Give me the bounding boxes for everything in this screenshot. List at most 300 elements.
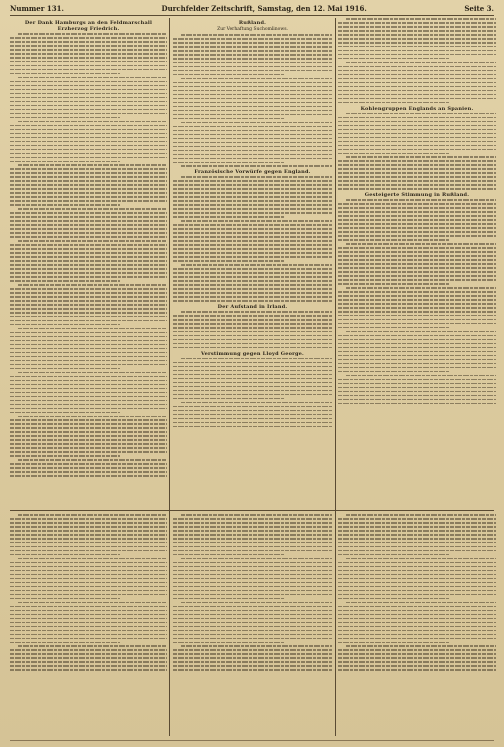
text-line	[10, 570, 167, 572]
feuilleton-column-3	[338, 514, 496, 736]
text-line	[346, 243, 496, 245]
text-line	[173, 618, 332, 620]
text-line	[173, 657, 332, 659]
text-line	[18, 514, 167, 516]
text-line	[173, 347, 332, 349]
text-line	[173, 661, 332, 663]
text-line	[338, 323, 496, 325]
text-line	[181, 558, 332, 560]
text-line	[173, 642, 284, 644]
text-line	[173, 653, 332, 655]
text-line	[338, 215, 496, 217]
text-line	[10, 554, 120, 556]
text-line	[173, 638, 332, 640]
text-line	[10, 53, 167, 55]
text-line	[338, 22, 496, 24]
text-line	[10, 419, 167, 421]
text-line	[10, 260, 167, 262]
text-line	[338, 46, 496, 48]
text-line	[338, 614, 496, 616]
text-line	[10, 93, 167, 95]
text-line	[10, 133, 167, 135]
text-line	[173, 212, 332, 214]
text-line	[10, 534, 167, 536]
text-line	[338, 70, 496, 72]
text-line	[173, 196, 332, 198]
text-line	[10, 518, 167, 520]
text-line	[338, 574, 496, 576]
text-line	[173, 378, 332, 380]
text-line	[173, 82, 332, 84]
text-line	[18, 164, 167, 166]
text-line	[338, 279, 496, 281]
text-line	[10, 232, 167, 234]
text-line	[173, 280, 332, 282]
text-line	[173, 110, 332, 112]
text-line	[10, 236, 167, 238]
text-line	[338, 311, 496, 313]
text-line	[173, 570, 332, 572]
text-line	[173, 598, 284, 600]
text-line	[10, 45, 167, 47]
text-line	[10, 586, 167, 588]
text-line	[173, 288, 332, 290]
text-line	[10, 320, 167, 322]
text-line	[181, 402, 332, 404]
text-line	[338, 291, 496, 293]
text-line	[173, 256, 332, 258]
text-line	[18, 372, 167, 374]
article-body	[338, 18, 496, 103]
feuilleton-separator	[10, 510, 494, 511]
page-number: Seite 3.	[464, 4, 494, 13]
text-line	[173, 669, 332, 671]
text-line	[173, 331, 332, 333]
text-line	[338, 102, 449, 104]
text-line	[10, 538, 167, 540]
text-line	[338, 42, 496, 44]
text-line	[173, 188, 332, 190]
text-line	[338, 610, 496, 612]
text-line	[338, 219, 496, 221]
text-line	[173, 394, 332, 396]
text-line	[10, 618, 167, 620]
article-title: Kohlengruppen Englands an Spanien.	[360, 105, 474, 112]
text-line	[173, 268, 332, 270]
text-line	[173, 362, 332, 364]
text-line	[173, 232, 332, 234]
text-line	[10, 73, 120, 75]
text-line	[10, 129, 167, 131]
text-line	[338, 211, 496, 213]
text-line	[173, 630, 332, 632]
text-line	[346, 156, 496, 158]
text-line	[18, 558, 167, 560]
text-line	[338, 98, 496, 100]
text-line	[338, 231, 496, 233]
text-line	[338, 283, 449, 285]
text-line	[338, 669, 496, 671]
text-line	[173, 546, 332, 548]
text-line	[10, 546, 167, 548]
text-line	[338, 203, 496, 205]
text-line	[173, 626, 332, 628]
text-line	[173, 248, 332, 250]
text-line	[10, 168, 167, 170]
text-line	[338, 391, 496, 393]
text-line	[10, 574, 167, 576]
text-line	[10, 188, 167, 190]
text-line	[338, 180, 496, 182]
text-line	[338, 235, 496, 237]
text-line	[346, 331, 496, 333]
text-line	[338, 188, 496, 190]
text-line	[173, 98, 332, 100]
text-line	[10, 200, 167, 202]
text-line	[173, 370, 332, 372]
text-line	[346, 199, 496, 201]
text-line	[338, 38, 496, 40]
text-line	[346, 558, 496, 560]
text-line	[173, 562, 332, 564]
article-title: Französische Vorwürfe gegen England.	[194, 169, 311, 176]
text-line	[338, 359, 496, 361]
text-line	[173, 634, 332, 636]
text-line	[346, 602, 496, 604]
text-line	[173, 284, 332, 286]
article-body	[173, 34, 332, 167]
text-line	[10, 423, 167, 425]
text-line	[338, 399, 496, 401]
text-line	[338, 239, 449, 241]
text-line	[346, 287, 496, 289]
article-title: Rußland.	[238, 20, 267, 26]
text-line	[173, 184, 332, 186]
text-line	[10, 336, 167, 338]
text-line	[10, 348, 167, 350]
text-line	[338, 319, 496, 321]
text-line	[173, 142, 332, 144]
text-line	[338, 630, 496, 632]
text-line	[338, 618, 496, 620]
text-line	[173, 610, 332, 612]
text-line	[338, 223, 496, 225]
text-line	[10, 526, 167, 528]
text-line	[10, 324, 120, 326]
text-line	[173, 614, 332, 616]
text-line	[10, 380, 167, 382]
text-line	[173, 66, 332, 68]
text-line	[10, 626, 167, 628]
text-line	[338, 626, 496, 628]
text-line	[10, 376, 167, 378]
text-line	[346, 645, 496, 647]
article-title: Der Dank Hamburgs an den Feldmarschall Erzherzog Friedrich.	[24, 20, 153, 32]
text-line	[10, 522, 167, 524]
text-line	[173, 260, 284, 262]
page-header	[10, 2, 494, 16]
text-line	[173, 180, 332, 182]
text-line	[338, 74, 496, 76]
text-line	[346, 375, 496, 377]
text-line	[18, 284, 167, 286]
text-line	[173, 62, 332, 64]
text-line	[18, 208, 167, 210]
text-line	[338, 339, 496, 341]
text-line	[338, 379, 496, 381]
text-line	[173, 102, 332, 104]
text-line	[18, 645, 167, 647]
text-line	[10, 101, 167, 103]
text-line	[338, 566, 496, 568]
text-line	[338, 149, 496, 151]
text-line	[338, 295, 496, 297]
text-line	[10, 408, 167, 410]
text-line	[10, 292, 167, 294]
text-line	[338, 58, 449, 60]
text-line	[173, 538, 332, 540]
text-line	[10, 463, 167, 465]
text-line	[10, 248, 167, 250]
text-line	[173, 244, 332, 246]
article-body	[173, 176, 332, 301]
text-line	[173, 38, 332, 40]
text-line	[10, 184, 167, 186]
text-line	[10, 638, 167, 640]
text-line	[173, 126, 332, 128]
text-line	[10, 340, 167, 342]
text-line	[10, 447, 167, 449]
text-line	[338, 351, 496, 353]
text-line	[173, 534, 332, 536]
text-line	[10, 439, 167, 441]
text-line	[338, 347, 496, 349]
text-line	[173, 208, 332, 210]
text-line	[10, 117, 120, 119]
text-line	[10, 610, 167, 612]
text-line	[346, 113, 496, 115]
text-line	[10, 137, 167, 139]
text-line	[338, 534, 496, 536]
text-line	[18, 459, 167, 461]
text-line	[338, 153, 449, 155]
text-line	[173, 86, 332, 88]
text-line	[338, 538, 496, 540]
text-line	[338, 145, 496, 147]
text-line	[10, 396, 167, 398]
text-line	[173, 554, 284, 556]
text-line	[338, 227, 496, 229]
text-line	[338, 141, 496, 143]
text-line	[10, 109, 167, 111]
article-title: Verstimmung gegen Lloyd George.	[200, 350, 304, 357]
text-line	[346, 18, 496, 20]
text-line	[338, 649, 496, 651]
text-line	[10, 65, 167, 67]
text-line	[10, 467, 167, 469]
text-line	[10, 364, 167, 366]
text-line	[10, 475, 167, 477]
text-line	[10, 590, 167, 592]
text-line	[10, 153, 167, 155]
text-line	[10, 622, 167, 624]
text-line	[173, 574, 332, 576]
text-line	[338, 172, 496, 174]
text-line	[10, 276, 167, 278]
feuilleton-column-2	[173, 514, 332, 736]
text-line	[173, 94, 332, 96]
text-line	[173, 550, 332, 552]
feuilleton-column-1	[10, 514, 167, 736]
text-line	[181, 176, 332, 178]
text-line	[10, 252, 167, 254]
issue-number: Nummer 131.	[10, 4, 64, 13]
text-line	[10, 384, 167, 386]
text-line	[338, 578, 496, 580]
text-line	[181, 645, 332, 647]
text-line	[10, 125, 167, 127]
text-line	[338, 661, 496, 663]
text-line	[173, 146, 332, 148]
text-line	[18, 33, 167, 35]
text-line	[10, 113, 167, 115]
text-line	[173, 586, 332, 588]
text-line	[173, 216, 284, 218]
masthead-date: Durchfelder Zeitschrift, Samstag, den 12. Mai 1916.	[161, 4, 367, 13]
text-line	[338, 327, 449, 329]
text-line	[10, 412, 120, 414]
text-line	[173, 252, 332, 254]
text-line	[338, 590, 496, 592]
text-line	[173, 240, 332, 242]
text-line	[10, 204, 120, 206]
text-line	[181, 34, 332, 36]
text-line	[181, 122, 332, 124]
article-body	[338, 199, 496, 404]
text-line	[10, 228, 167, 230]
text-line	[10, 649, 167, 651]
text-line	[10, 288, 167, 290]
text-line	[173, 58, 332, 60]
text-line	[10, 161, 120, 163]
text-line	[173, 74, 284, 76]
text-line	[10, 443, 167, 445]
text-line	[338, 117, 496, 119]
text-line	[181, 264, 332, 266]
text-line	[338, 395, 496, 397]
text-line	[173, 154, 332, 156]
text-line	[338, 657, 496, 659]
text-line	[10, 669, 167, 671]
text-line	[10, 296, 167, 298]
text-line	[173, 46, 332, 48]
text-line	[181, 220, 332, 222]
text-line	[338, 255, 496, 257]
text-line	[10, 530, 167, 532]
text-line	[338, 554, 449, 556]
text-line	[338, 267, 496, 269]
text-line	[173, 410, 332, 412]
text-line	[338, 522, 496, 524]
text-line	[173, 390, 332, 392]
text-line	[338, 582, 496, 584]
text-line	[10, 642, 120, 644]
text-line	[173, 272, 332, 274]
text-line	[173, 522, 332, 524]
text-line	[173, 542, 332, 544]
text-line	[10, 216, 167, 218]
text-line	[338, 622, 496, 624]
text-line	[10, 69, 167, 71]
text-line	[10, 606, 167, 608]
text-line	[10, 562, 167, 564]
article-body	[10, 240, 167, 477]
text-line	[173, 327, 332, 329]
text-line	[10, 304, 167, 306]
text-line	[173, 590, 332, 592]
text-line	[173, 315, 332, 317]
text-line	[10, 149, 167, 151]
text-line	[10, 105, 167, 107]
text-line	[346, 514, 496, 516]
text-line	[181, 165, 332, 167]
text-line	[338, 133, 496, 135]
text-line	[10, 308, 167, 310]
text-line	[10, 427, 167, 429]
text-line	[173, 414, 332, 416]
text-line	[10, 542, 167, 544]
text-line	[173, 649, 332, 651]
text-line	[173, 150, 332, 152]
text-line	[10, 192, 167, 194]
text-line	[338, 299, 496, 301]
article-title: Gesteigerte Stimmung in Rußland.	[364, 192, 470, 199]
text-line	[173, 606, 332, 608]
text-line	[10, 451, 167, 453]
text-line	[10, 280, 120, 282]
text-line	[338, 164, 496, 166]
text-line	[338, 383, 496, 385]
text-line	[338, 263, 496, 265]
text-line	[338, 403, 496, 405]
text-line	[338, 355, 496, 357]
text-line	[338, 121, 496, 123]
text-line	[173, 578, 332, 580]
text-line	[10, 57, 167, 59]
text-line	[338, 526, 496, 528]
text-line	[173, 276, 332, 278]
article-title: Der Aufstand in Irland.	[217, 303, 288, 310]
text-line	[10, 392, 167, 394]
text-line	[338, 259, 496, 261]
text-line	[173, 296, 332, 298]
text-line	[10, 455, 120, 457]
column-2	[173, 18, 332, 508]
text-line	[173, 130, 332, 132]
text-line	[173, 382, 332, 384]
text-line	[10, 344, 167, 346]
text-line	[10, 400, 167, 402]
text-line	[10, 89, 167, 91]
text-line	[10, 653, 167, 655]
text-line	[173, 406, 332, 408]
text-line	[173, 622, 332, 624]
text-line	[338, 363, 496, 365]
text-line	[338, 542, 496, 544]
text-line	[173, 118, 284, 120]
text-line	[10, 471, 167, 473]
text-line	[173, 398, 284, 400]
